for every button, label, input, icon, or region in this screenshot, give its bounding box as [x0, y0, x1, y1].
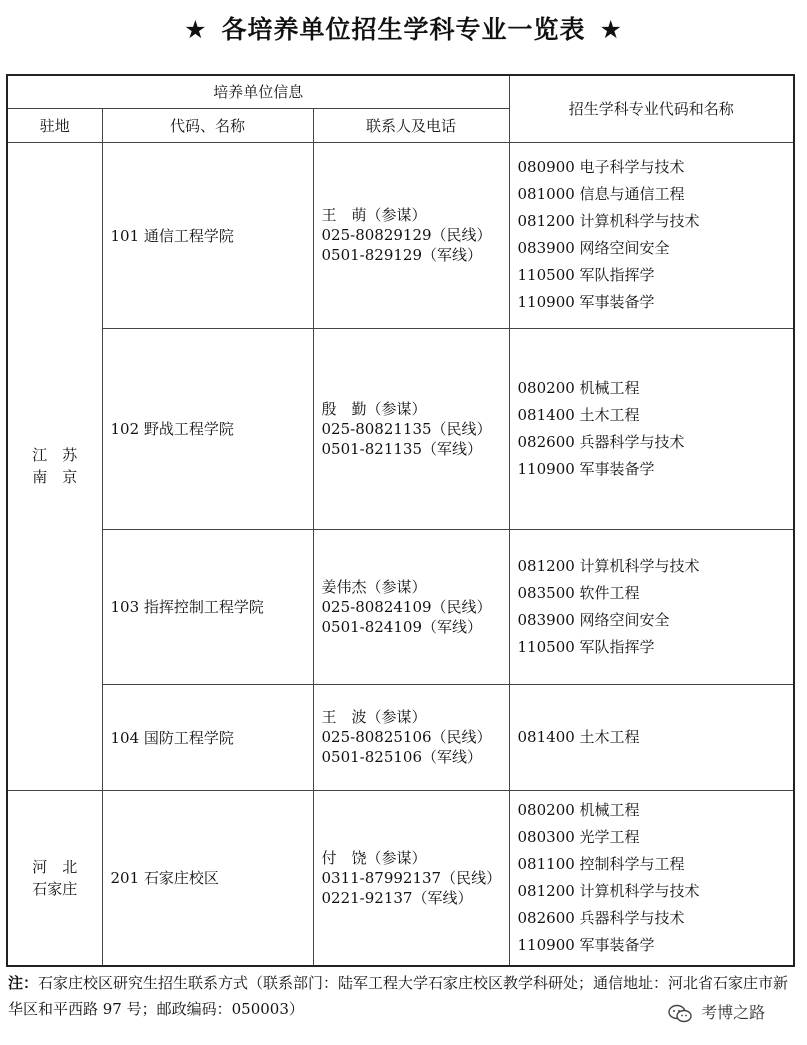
contact-line: 0501-821135（军线） — [321, 439, 483, 458]
contact-line: 0501-829129（军线） — [321, 246, 483, 264]
header-code-name: 代码、名称 — [102, 108, 313, 142]
major-item: 081100 控制科学与工程 — [517, 854, 685, 873]
header-unit-info: 培养单位信息 — [7, 75, 509, 108]
star-icon: ★ — [599, 15, 623, 44]
contact-cell — [313, 790, 509, 966]
title-text: 各培养单位招生学科专业一览表 — [221, 15, 586, 44]
major-item: 080900 电子科学与技术 — [517, 158, 685, 176]
star-icon: ★ — [184, 15, 208, 44]
location-line: 石家庄 — [32, 879, 78, 898]
table-row — [7, 529, 794, 684]
table-row — [7, 790, 794, 966]
majors-cell — [509, 142, 794, 328]
contact-line: 付 饶（参谋） — [321, 848, 427, 867]
contact-line: 025-80825106（民线） — [321, 728, 492, 746]
unit-name: 104 国防工程学院 — [102, 684, 313, 790]
major-item: 083500 软件工程 — [517, 583, 640, 602]
major-item: 080200 机械工程 — [517, 800, 640, 819]
majors-cell — [509, 790, 794, 966]
header-location: 驻地 — [7, 108, 102, 142]
contact-line: 0501-824109（军线） — [321, 617, 483, 636]
contact-line: 姜伟杰（参谋） — [321, 577, 427, 596]
unit-name: 101 通信工程学院 — [102, 142, 313, 328]
unit-name: 102 野战工程学院 — [102, 328, 313, 529]
major-item: 081200 计算机科学与技术 — [517, 881, 700, 900]
note-label: 注： — [8, 974, 39, 992]
location-line: 河 北 — [32, 857, 78, 876]
major-item: 083900 网络空间安全 — [517, 610, 670, 629]
enrollment-table — [6, 74, 795, 967]
major-item: 110500 军队指挥学 — [517, 637, 655, 656]
contact-line: 殷 勤（参谋） — [321, 399, 427, 418]
major-item: 110500 军队指挥学 — [517, 266, 655, 284]
contact-cell — [313, 684, 509, 790]
major-item: 081000 信息与通信工程 — [517, 185, 685, 203]
contact-line: 025-80821135（民线） — [321, 419, 492, 438]
contact-cell — [313, 529, 509, 684]
header-majors: 招生学科专业代码和名称 — [509, 75, 794, 142]
location-line: 江 苏 — [32, 446, 78, 464]
location-line: 南 京 — [32, 468, 78, 486]
major-item: 110900 军事装备学 — [517, 293, 655, 311]
contact-cell — [313, 142, 509, 328]
major-item: 110900 军事装备学 — [517, 935, 655, 954]
major-item: 081400 土木工程 — [517, 405, 640, 424]
major-item: 081400 土木工程 — [517, 727, 640, 746]
unit-name: 201 石家庄校区 — [102, 790, 313, 966]
major-item: 080200 机械工程 — [517, 378, 640, 397]
contact-line: 0501-825106（军线） — [321, 748, 483, 766]
major-item: 082600 兵器科学与技术 — [517, 432, 685, 451]
unit-name: 103 指挥控制工程学院 — [102, 529, 313, 684]
major-item: 080300 光学工程 — [517, 827, 640, 846]
contact-cell — [313, 328, 509, 529]
major-item: 083900 网络空间安全 — [517, 239, 670, 257]
major-item: 081200 计算机科学与技术 — [517, 556, 700, 575]
page-title — [0, 10, 807, 50]
contact-line: 0311-87992137（民线） — [321, 868, 502, 887]
major-item: 110900 军事装备学 — [517, 459, 655, 478]
table-row — [7, 142, 794, 328]
contact-line: 0221-92137（军线） — [321, 888, 473, 907]
wechat-icon — [668, 1003, 701, 1022]
watermark-text: 考博之路 — [701, 1003, 766, 1022]
watermark — [668, 1000, 765, 1024]
note-text: 石家庄校区研究生招生联系方式（联系部门：陆军工程大学石家庄校区教学科研处；通信地址：河北省石家庄市新华区和平西路 97 号；邮政编码：050003） — [8, 974, 789, 1018]
contact-line: 025-80829129（民线） — [321, 226, 492, 244]
major-item: 081200 计算机科学与技术 — [517, 212, 700, 230]
location-cell — [7, 142, 102, 790]
table-row — [7, 684, 794, 790]
table-row — [7, 328, 794, 529]
location-cell — [7, 790, 102, 966]
contact-line: 025-80824109（民线） — [321, 597, 492, 616]
majors-cell — [509, 684, 794, 790]
contact-line: 王 萌（参谋） — [321, 206, 427, 224]
header-contact: 联系人及电话 — [313, 108, 509, 142]
major-item: 082600 兵器科学与技术 — [517, 908, 685, 927]
contact-line: 王 波（参谋） — [321, 708, 427, 726]
majors-cell — [509, 328, 794, 529]
majors-cell — [509, 529, 794, 684]
